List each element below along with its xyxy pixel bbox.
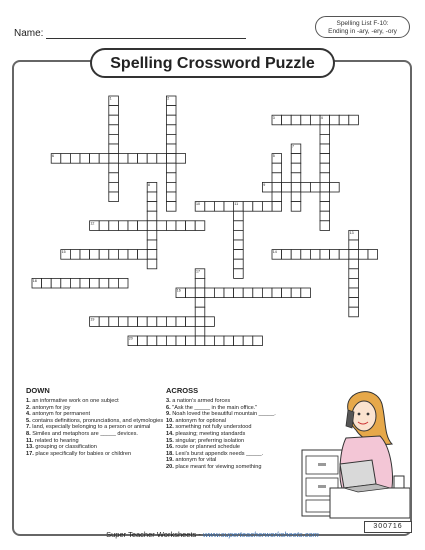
down-clue: 1. an informative work on one subject: [26, 398, 119, 404]
crossword-cell[interactable]: [349, 307, 359, 317]
crossword-cell[interactable]: [195, 288, 205, 298]
down-clues: [26, 386, 166, 457]
crossword-cell[interactable]: [243, 288, 253, 298]
footer-brand: Super Teacher Worksheets -: [106, 530, 203, 539]
clue-number: 17: [196, 269, 200, 274]
clue-number: 16: [176, 288, 181, 293]
crossword-cell[interactable]: [166, 163, 176, 173]
crossword-cell[interactable]: [349, 240, 359, 250]
crossword-cell[interactable]: [147, 154, 157, 164]
across-clue: 18. Lexi's burst appendix needs _____.: [166, 450, 264, 457]
crossword-cell[interactable]: [138, 336, 148, 346]
crossword-cell[interactable]: [166, 192, 176, 202]
teacher-illustration: [300, 380, 410, 520]
crossword-cell[interactable]: [320, 134, 330, 144]
crossword-cell[interactable]: [349, 115, 359, 125]
crossword-cell[interactable]: [128, 221, 138, 231]
crossword-cell[interactable]: [282, 115, 292, 125]
crossword-cell[interactable]: [147, 221, 157, 231]
crossword-cell[interactable]: [109, 115, 119, 125]
crossword-cell[interactable]: [234, 259, 244, 269]
crossword-cell[interactable]: [99, 221, 109, 231]
footer-url[interactable]: www.superteacherworksheets.com: [202, 530, 319, 539]
crossword-cell[interactable]: [166, 154, 176, 164]
clue-number: 1: [109, 96, 112, 101]
crossword-cell[interactable]: [195, 307, 205, 317]
crossword-cell[interactable]: [310, 250, 320, 260]
crossword-cell[interactable]: [272, 202, 282, 212]
clue-number: 11: [234, 202, 239, 207]
across-clue: 12. something not fully understood: [166, 424, 252, 431]
crossword-cell[interactable]: [234, 336, 244, 346]
crossword-cell[interactable]: [166, 336, 176, 346]
crossword-cell[interactable]: [109, 154, 119, 164]
crossword-cell[interactable]: [166, 317, 176, 327]
crossword-cell[interactable]: [70, 250, 80, 260]
crossword-cell[interactable]: [291, 173, 301, 183]
crossword-cell[interactable]: [272, 163, 282, 173]
crossword-cell[interactable]: [224, 336, 234, 346]
clue-number: 15: [61, 250, 66, 255]
down-heading: DOWN: [26, 386, 50, 395]
page-title: Spelling Crossword Puzzle: [90, 48, 335, 78]
crossword-cell[interactable]: [320, 211, 330, 221]
crossword-cell[interactable]: [99, 154, 109, 164]
crossword-cell[interactable]: [234, 269, 244, 279]
down-clue: 8. Similes and metaphors are _____ devices.: [26, 430, 138, 437]
across-heading: ACROSS: [166, 386, 199, 395]
across-clues: [166, 386, 306, 471]
crossword-cell[interactable]: [234, 211, 244, 221]
crossword-cell[interactable]: [166, 202, 176, 212]
crossword-cell[interactable]: [243, 202, 253, 212]
crossword-cell[interactable]: [320, 125, 330, 135]
down-clue: 13. grouping or classification: [26, 444, 97, 451]
crossword-cell[interactable]: [205, 317, 215, 327]
crossword-cell[interactable]: [272, 192, 282, 202]
crossword-cell[interactable]: [214, 202, 224, 212]
clue-number: 5: [272, 154, 275, 159]
crossword-cell[interactable]: [282, 250, 292, 260]
down-clue: 2. antonym for joy: [26, 404, 71, 411]
clue-number: 2: [167, 96, 170, 101]
crossword-cell[interactable]: [320, 192, 330, 202]
crossword-cell[interactable]: [358, 250, 368, 260]
across-clue: 15. singular; preferring isolation: [166, 437, 245, 444]
crossword-cell[interactable]: [349, 298, 359, 308]
crossword-cell[interactable]: [234, 240, 244, 250]
clue-number: 14: [272, 250, 277, 255]
across-clue: 19. antonym for vital: [166, 457, 217, 464]
crossword-cell[interactable]: [234, 288, 244, 298]
crossword-cell[interactable]: [176, 336, 186, 346]
crossword-cell[interactable]: [118, 221, 128, 231]
crossword-cell[interactable]: [61, 278, 71, 288]
crossword-cell[interactable]: [195, 221, 205, 231]
crossword-cell[interactable]: [349, 278, 359, 288]
crossword-cell[interactable]: [147, 211, 157, 221]
worksheet-code: 300716: [364, 521, 412, 533]
crossword-cell[interactable]: [320, 154, 330, 164]
across-clue: 16. route or planned schedule: [166, 444, 241, 451]
crossword-cell[interactable]: [147, 230, 157, 240]
crossword-cell[interactable]: [310, 182, 320, 192]
crossword-cell[interactable]: [205, 202, 215, 212]
crossword-cell[interactable]: [272, 182, 282, 192]
crossword-cell[interactable]: [138, 154, 148, 164]
crossword-cell[interactable]: [320, 250, 330, 260]
crossword-cell[interactable]: [291, 202, 301, 212]
crossword-cell[interactable]: [186, 317, 196, 327]
crossword-cell[interactable]: [301, 115, 311, 125]
crossword-cell[interactable]: [166, 144, 176, 154]
crossword-cell[interactable]: [157, 317, 167, 327]
crossword-cell[interactable]: [70, 154, 80, 164]
clue-number: 13: [349, 231, 354, 235]
crossword-cell[interactable]: [320, 202, 330, 212]
crossword-cell[interactable]: [166, 182, 176, 192]
crossword-cell[interactable]: [176, 221, 186, 231]
clue-number: 19: [90, 317, 95, 322]
crossword-cell[interactable]: [166, 115, 176, 125]
crossword-cell[interactable]: [109, 182, 119, 192]
crossword-cell[interactable]: [80, 250, 90, 260]
crossword-cell[interactable]: [195, 317, 205, 327]
crossword-cell[interactable]: [320, 221, 330, 231]
crossword-cell[interactable]: [157, 336, 167, 346]
crossword-cell[interactable]: [118, 154, 128, 164]
across-clue: 6. "Ask the _____ in the main office.": [166, 404, 258, 411]
crossword-cell[interactable]: [61, 154, 71, 164]
crossword-cell[interactable]: [195, 336, 205, 346]
crossword-cell[interactable]: [214, 336, 224, 346]
crossword-cell[interactable]: [330, 250, 340, 260]
clue-number: 8: [148, 183, 150, 187]
crossword-cell[interactable]: [224, 288, 234, 298]
crossword-cell[interactable]: [186, 221, 196, 231]
crossword-cell[interactable]: [166, 106, 176, 116]
crossword-cell[interactable]: [109, 173, 119, 183]
across-clue: 3. a nation's armed forces: [166, 398, 231, 404]
crossword-cell[interactable]: [128, 250, 138, 260]
across-clue: 9. Noah loved the beautiful mountain _____.: [166, 411, 276, 418]
crossword-cell[interactable]: [99, 278, 109, 288]
crossword-cell[interactable]: [310, 115, 320, 125]
crossword-cell[interactable]: [147, 250, 157, 260]
crossword-cell[interactable]: [109, 144, 119, 154]
crossword-cell[interactable]: [291, 250, 301, 260]
crossword-cell[interactable]: [301, 250, 311, 260]
crossword-cell[interactable]: [320, 163, 330, 173]
crossword-cell[interactable]: [205, 288, 215, 298]
clue-number: 3: [272, 115, 275, 120]
crossword-cell[interactable]: [109, 317, 119, 327]
clue-number: 12: [90, 221, 95, 226]
crossword-cell[interactable]: [253, 202, 263, 212]
crossword-cell[interactable]: [262, 202, 272, 212]
crossword-cell[interactable]: [234, 221, 244, 231]
name-label: Name:: [14, 28, 44, 39]
across-clue: 14. pleasing; meeting standards: [166, 430, 246, 437]
crossword-cell[interactable]: [282, 288, 292, 298]
crossword-cell[interactable]: [109, 125, 119, 135]
crossword-cell[interactable]: [166, 221, 176, 231]
crossword-cell[interactable]: [157, 154, 167, 164]
crossword-cell[interactable]: [320, 173, 330, 183]
crossword-cell[interactable]: [291, 154, 301, 164]
crossword-cell[interactable]: [320, 182, 330, 192]
crossword-cell[interactable]: [109, 163, 119, 173]
crossword-cell[interactable]: [291, 288, 301, 298]
crossword-cell[interactable]: [147, 240, 157, 250]
crossword-cell[interactable]: [291, 192, 301, 202]
down-clue: 11. related to hearing: [26, 437, 79, 444]
crossword-cell[interactable]: [166, 134, 176, 144]
crossword-cell[interactable]: [166, 173, 176, 183]
crossword-cell[interactable]: [128, 317, 138, 327]
clue-number: 4: [320, 115, 323, 120]
crossword-cell[interactable]: [301, 182, 311, 192]
crossword-cell[interactable]: [166, 125, 176, 135]
down-clue: 4. antonym for permanent: [26, 411, 91, 418]
clue-number: 20: [128, 336, 133, 341]
crossword-cell[interactable]: [195, 298, 205, 308]
crossword-cell[interactable]: [138, 250, 148, 260]
crossword-cell[interactable]: [291, 115, 301, 125]
crossword-cell[interactable]: [147, 259, 157, 269]
clue-number: 7: [292, 144, 294, 149]
crossword-cell[interactable]: [138, 317, 148, 327]
down-clue: 5. contains definitions, pronunciations, and etymologies: [26, 417, 164, 424]
crossword-cell[interactable]: [339, 115, 349, 125]
crossword-cell[interactable]: [90, 154, 100, 164]
crossword-cell[interactable]: [282, 182, 292, 192]
crossword-cell[interactable]: [368, 250, 378, 260]
clue-number: 18: [32, 279, 37, 283]
crossword-cell[interactable]: [349, 288, 359, 298]
crossword-cell[interactable]: [272, 173, 282, 183]
spelling-list-subtitle: Ending in -ary, -ery, -ory: [328, 28, 397, 35]
crossword-cell[interactable]: [118, 317, 128, 327]
crossword-cell[interactable]: [330, 182, 340, 192]
across-clue: 20. place meant for viewing something: [166, 463, 262, 470]
crossword-cell[interactable]: [138, 221, 148, 231]
crossword-cell[interactable]: [109, 192, 119, 202]
crossword-cell[interactable]: [80, 278, 90, 288]
crossword-cell[interactable]: [291, 163, 301, 173]
crossword-cell[interactable]: [99, 317, 109, 327]
crossword-cell[interactable]: [243, 336, 253, 346]
crossword-cell[interactable]: [195, 278, 205, 288]
crossword-cell[interactable]: [128, 154, 138, 164]
crossword-cell[interactable]: [80, 154, 90, 164]
crossword-cell[interactable]: [349, 259, 359, 269]
crossword-cell[interactable]: [90, 278, 100, 288]
crossword-cell[interactable]: [234, 230, 244, 240]
crossword-cell[interactable]: [186, 288, 196, 298]
spelling-list-title: Spelling List F-10:: [336, 20, 389, 27]
clue-number: 10: [196, 202, 200, 207]
crossword-cell[interactable]: [176, 317, 186, 327]
clue-number: 9: [263, 183, 266, 187]
crossword-cell[interactable]: [224, 202, 234, 212]
crossword-cell[interactable]: [262, 288, 272, 298]
crossword-cell[interactable]: [109, 250, 119, 260]
crossword-cell[interactable]: [195, 326, 205, 336]
down-clue: 17. place specifically for babies or children: [26, 450, 132, 457]
crossword-cell[interactable]: [51, 278, 61, 288]
crossword-cell[interactable]: [109, 106, 119, 116]
crossword-cell[interactable]: [99, 250, 109, 260]
crossword-cell[interactable]: [109, 134, 119, 144]
across-clue: 10. antonym for optional: [166, 417, 227, 424]
crossword-cell[interactable]: [330, 115, 340, 125]
crossword-cell[interactable]: [214, 288, 224, 298]
down-clue: 7. land, especially belonging to a person or animal: [26, 424, 151, 431]
footer: [0, 530, 425, 539]
crossword-cell[interactable]: [147, 317, 157, 327]
crossword-cell[interactable]: [42, 278, 52, 288]
crossword-cell[interactable]: [339, 250, 349, 260]
crossword-cell[interactable]: [320, 144, 330, 154]
crossword-cell[interactable]: [349, 269, 359, 279]
clue-number: 6: [52, 154, 54, 159]
crossword-cell[interactable]: [253, 336, 263, 346]
crossword-cell[interactable]: [253, 288, 263, 298]
crossword-cell[interactable]: [176, 154, 186, 164]
crossword-cell[interactable]: [349, 250, 359, 260]
crossword-cell[interactable]: [118, 250, 128, 260]
crossword-cell[interactable]: [272, 288, 282, 298]
crossword-cell[interactable]: [186, 336, 196, 346]
crossword-cell[interactable]: [234, 250, 244, 260]
crossword-cell[interactable]: [109, 221, 119, 231]
crossword-cell[interactable]: [205, 336, 215, 346]
crossword-cell[interactable]: [157, 221, 167, 231]
crossword-cell[interactable]: [70, 278, 80, 288]
crossword-cell[interactable]: [301, 288, 311, 298]
crossword-cell[interactable]: [90, 250, 100, 260]
crossword-cell[interactable]: [147, 192, 157, 202]
crossword-cell[interactable]: [147, 202, 157, 212]
crossword-cell[interactable]: [291, 182, 301, 192]
crossword-cell[interactable]: [109, 278, 119, 288]
crossword-cell[interactable]: [118, 278, 128, 288]
crossword-cell[interactable]: [147, 336, 157, 346]
